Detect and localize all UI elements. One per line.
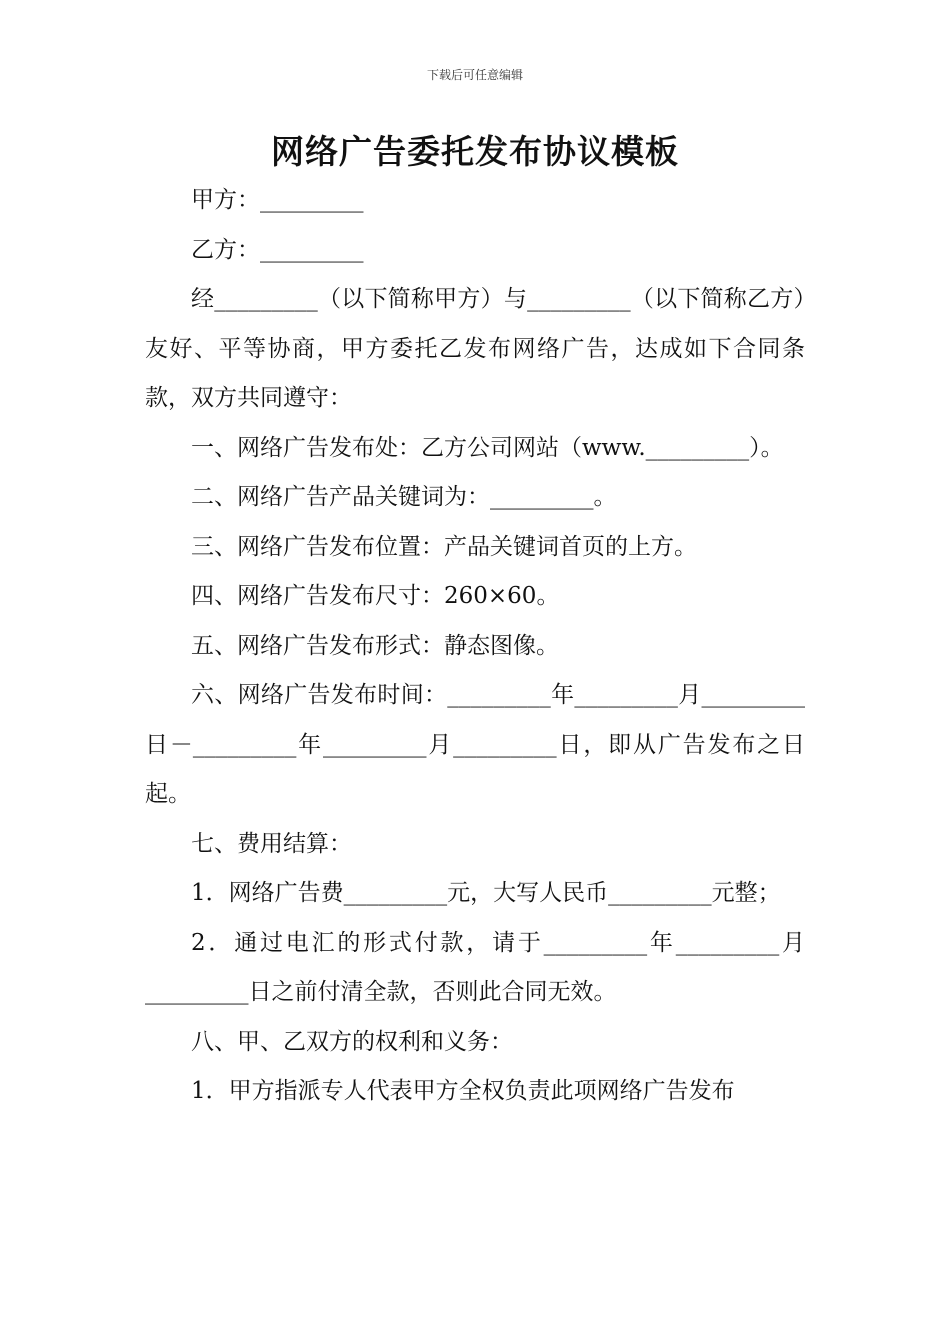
intro-paragraph: 经_________（以下简称甲方）与_________（以下简称乙方）友好、平等协商，甲方委托乙发布网络广告，达成如下合同条款，双方共同遵守： — [145, 286, 805, 411]
clause-6-time: 六、网络广告发布时间：_________年_________月_________日－_________年_________月_________日，即从广告发布之日起。 — [145, 682, 805, 807]
document-body — [145, 176, 805, 1117]
clause-7-item-2: 2．通过电汇的形式付款，请于_________年_________月_________日之前付清全款，否则此合同无效。 — [145, 929, 805, 1005]
party-b-line: 乙方：_________ — [191, 236, 364, 263]
clause-7-heading: 七、费用结算： — [191, 830, 352, 857]
clause-4-size: 四、网络广告发布尺寸：260×60。 — [191, 583, 560, 609]
clause-2-keywords: 二、网络广告产品关键词为：_________。 — [191, 484, 617, 510]
clause-3-position: 三、网络广告发布位置：产品关键词首页的上方。 — [191, 533, 697, 560]
header-note: 下载后可任意编辑 — [426, 68, 523, 82]
clause-5-format: 五、网络广告发布形式：静态图像。 — [191, 632, 559, 659]
party-a-line: 甲方：_________ — [191, 187, 364, 213]
clause-8-heading: 八、甲、乙双方的权利和义务： — [191, 1028, 513, 1055]
document-title: 网络广告委托发布协议模板 — [271, 132, 679, 171]
clause-7-item-1: 1．网络广告费_________元，大写人民币_________元整； — [191, 880, 781, 906]
clause-8-item-1: 1．甲方指派专人代表甲方全权负责此项网络广告发布 — [191, 1078, 735, 1104]
clause-1-publish-site: 一、网络广告发布处：乙方公司网站（www._________）。 — [191, 434, 784, 461]
